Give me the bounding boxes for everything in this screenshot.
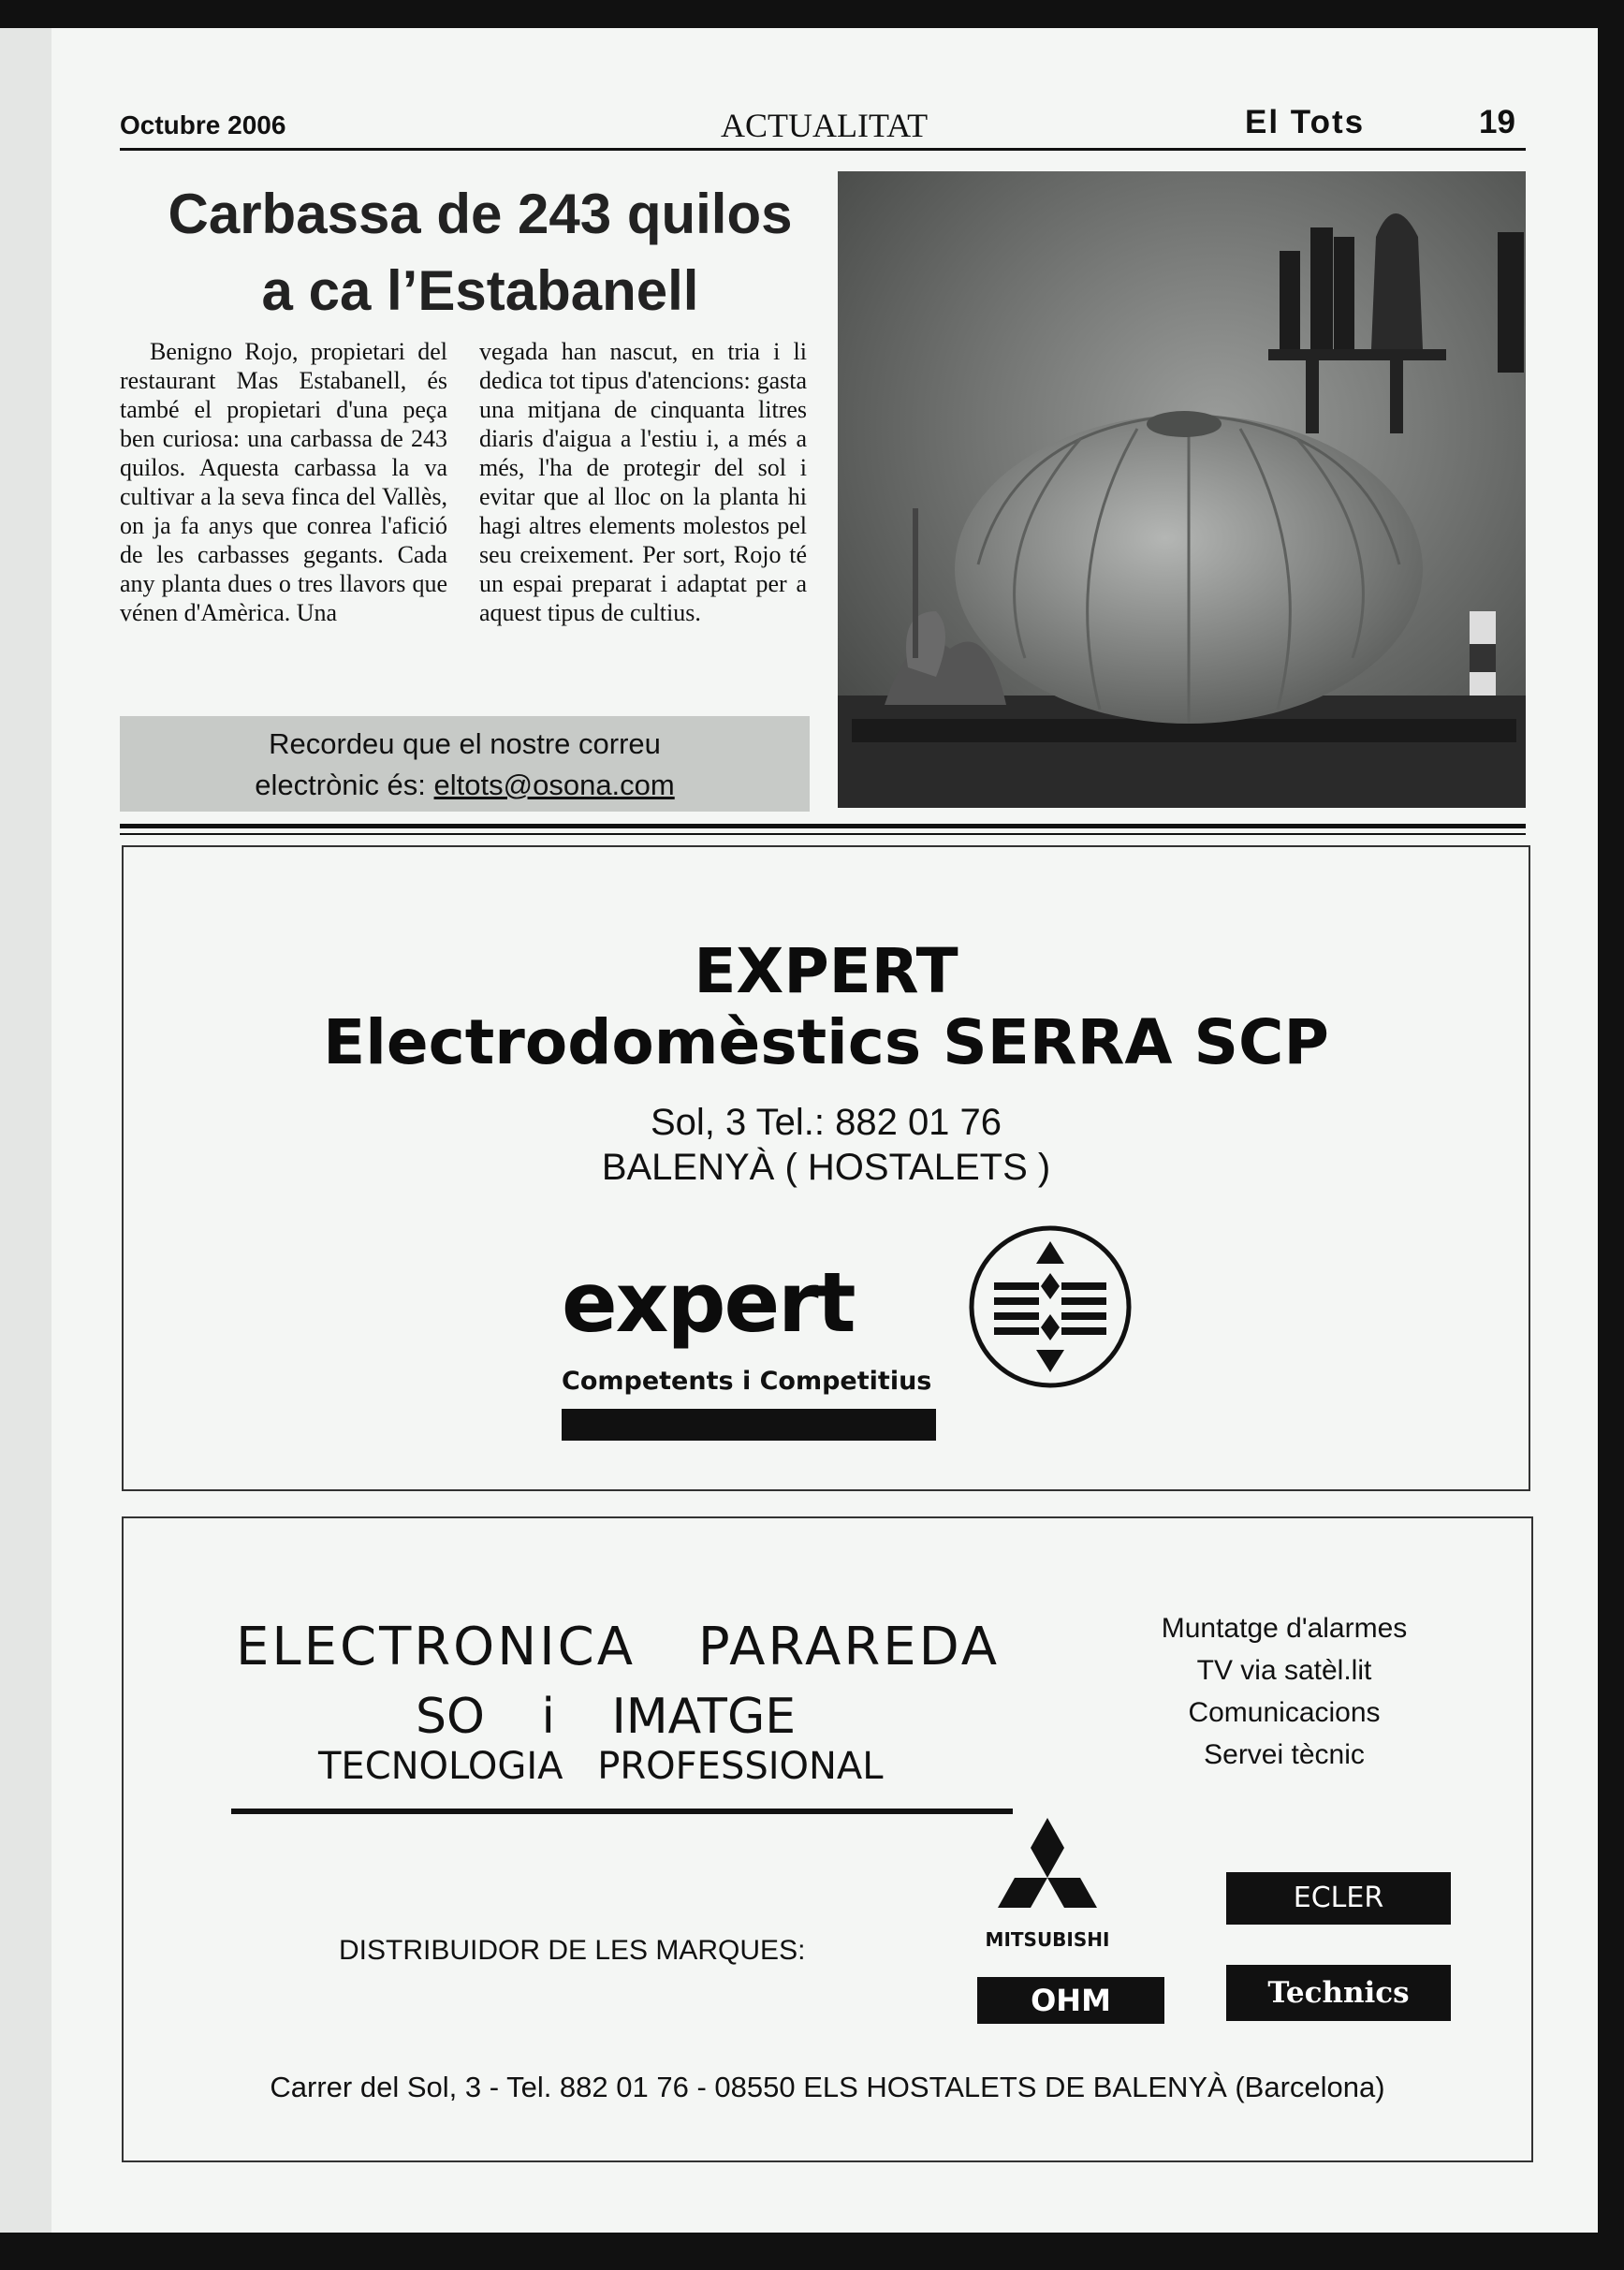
expert-address [124,1100,1529,1190]
service-item: Comunicacions [1188,1697,1381,1728]
parareda-tecnologia: TECNOLOGIA PROFESSIONAL [318,1745,884,1788]
expert-address-line-2: BALENYÀ ( HOSTALETS ) [601,1147,1051,1188]
section-divider-thin [120,833,1526,835]
notice-prefix: electrònic és: [255,769,434,801]
expert-advertisement [122,845,1530,1491]
article-headline [120,176,841,330]
notice-line-1: Recordeu que el nostre correu [269,727,661,760]
expert-logo-bar [562,1409,936,1441]
pumpkin-photo [838,171,1526,808]
header-rule [120,148,1526,151]
article-column-2: vegada han nascut, en tria i li dedica tot tipus d'atencions: gasta una mitjana de cinquanta litres diaris d'aigua a l'estiu i, a més a més, l'ha de protegir del sol i evitar que al lloc on la planta hi hagi altres elements molestos pel seu creixement. Per sort, Rojo té un espai preparat i adaptat per a aquest tipus de cultius. [479,338,807,626]
mitsubishi-text: MITSUBISHI [985,1928,1110,1951]
expert-address-line-1: Sol, 3 Tel.: 882 01 76 [650,1102,1002,1143]
expert-logo-wordmark: expert [562,1254,855,1351]
parareda-advertisement [122,1516,1533,2162]
mitsubishi-diamonds-icon [977,1818,1118,1940]
parareda-rule [231,1809,1013,1814]
parareda-so-imatge: SO i IMATGE [416,1689,797,1745]
ohm-logo: OHM [977,1977,1164,2024]
notice-line-2 [120,765,810,806]
expert-title-line-2: Electrodomèstics SERRA SCP [323,1006,1329,1078]
email-link[interactable]: eltots@osona.com [433,769,675,801]
expert-title-line-1: EXPERT [694,935,958,1007]
ecler-logo: ECLER [1226,1872,1451,1925]
section-title: ACTUALITAT [721,107,929,144]
service-item: Servei tècnic [1204,1739,1365,1770]
technics-logo: Technics [1226,1965,1451,2021]
headline-line-2: a ca l’Estabanell [261,259,699,322]
issue-date: Octubre 2006 [120,110,286,139]
service-item: Muntatge d'alarmes [1161,1613,1408,1644]
email-notice [120,716,810,812]
expert-tagline: Competents i Competitius [562,1367,932,1396]
pumpkin-photo-illustration [838,171,1526,808]
section-divider-thick [120,824,1526,828]
mitsubishi-logo [977,1818,1118,1958]
parareda-services-list [1144,1607,1425,1776]
distributor-label: DISTRIBUIDOR DE LES MARQUES: [339,1935,806,1966]
expert-emblem-icon [968,1224,1133,1389]
publication-name: El Tots [1245,104,1366,140]
parareda-address: Carrer del Sol, 3 - Tel. 882 01 76 - 08550 ELS HOSTALETS DE BALENYÀ (Barcelona) [270,2071,1385,2103]
service-item: TV via satèl.lit [1196,1655,1372,1686]
parareda-name: ELECTRONICA PARAREDA [236,1617,1001,1677]
article-column-1: Benigno Rojo, propietari del restaurant Mas Estabanell, és també el propietari d'una peça ben curiosa: una carbassa de 243 quilos. Aquesta carbassa la va cultivar a la seva finca del Vallès, on ja fa anys que conrea l'afició de les carbasses gegants. Cada any planta dues o tres llavors que vénen d'Amèrica. Una [120,338,447,626]
headline-line-1: Carbassa de 243 quilos [168,183,793,245]
facing-page-edge [0,28,51,2233]
expert-ad-title [124,936,1529,1078]
page-number: 19 [1479,104,1515,140]
